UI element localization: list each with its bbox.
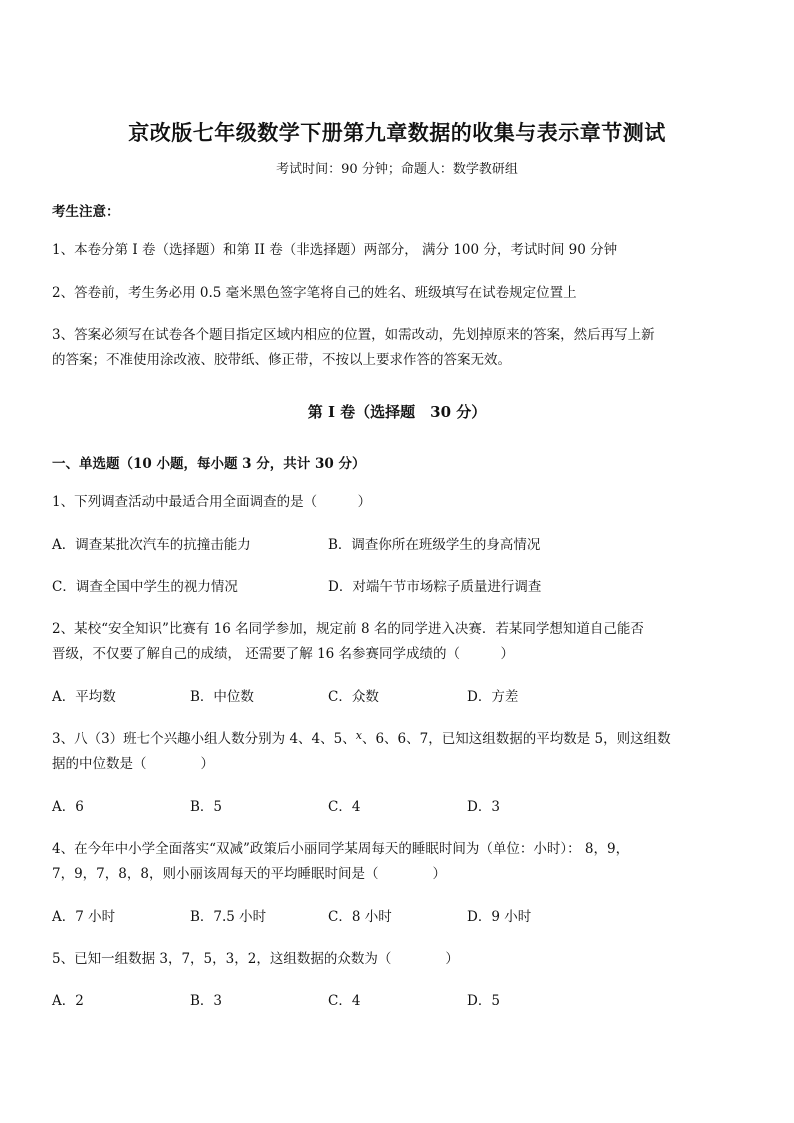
question-stem: 2、某校“安全知识”比赛有 16 名同学参加，规定前 8 名的同学进入决赛．若某同学想知道自己能否 <box>52 621 644 637</box>
option-d: D．5 <box>467 993 500 1009</box>
question-stem-continued: 7，9，7，8，8，则小丽该周每天的平均睡眠时间是（ ） <box>52 866 446 882</box>
part-heading: 一、单选题（10 小题，每小题 3 分，共计 30 分） <box>52 456 366 472</box>
option-c: C．众数 <box>328 689 379 705</box>
question-stem: 4、在今年中小学全面落实“双减”政策后小丽同学某周每天的睡眠时间为（单位：小时）： 8，9， <box>52 841 630 857</box>
option-a: A．调查某批次汽车的抗撞击能力 <box>52 537 251 553</box>
option-d: D．3 <box>467 799 500 815</box>
question-stem: 1、下列调查活动中最适合用全面调查的是（ ） <box>52 494 372 510</box>
variable-x: x <box>355 729 362 742</box>
question-stem-continued: 晋级，不仅要了解自己的成绩， 还需要了解 16 名参赛同学成绩的（ ） <box>52 646 515 662</box>
option-d: D．方差 <box>467 689 519 705</box>
option-a: A．7 小时 <box>52 909 116 925</box>
question-stem-continued: 据的中位数是（ ） <box>52 756 214 772</box>
notice-item-continued: 的答案；不准使用涂改液、胶带纸、修正带，不按以上要求作答的答案无效。 <box>52 352 511 368</box>
notice-item: 2、答卷前，考生务必用 0.5 毫米黑色签字笔将自己的姓名、班级填写在试卷规定位置上 <box>52 285 577 301</box>
option-b: B．5 <box>190 799 223 815</box>
exam-info: 考试时间：90 分钟；命题人：数学教研组 <box>276 162 518 177</box>
option-c: C．调查全国中学生的视力情况 <box>52 579 238 595</box>
stem-text: 3、八（3）班七个兴趣小组人数分别为 4、4、5、 <box>52 731 356 747</box>
option-b: B．3 <box>190 993 223 1009</box>
option-b: B．7.5 小时 <box>190 909 267 925</box>
option-d: D．9 小时 <box>467 909 532 925</box>
option-c: C．4 <box>328 799 361 815</box>
option-a: A．2 <box>52 993 84 1009</box>
notice-item: 3、答案必须写在试卷各个题目指定区域内相应的位置，如需改动，先划掉原来的答案，然后再写上新 <box>52 327 655 343</box>
option-a: A．6 <box>52 799 84 815</box>
notice-item: 1、本卷分第 I 卷（选择题）和第 II 卷（非选择题）两部分， 满分 100 分，考试时间 90 分钟 <box>52 242 618 258</box>
notice-heading: 考生注意： <box>52 204 120 220</box>
page-title: 京改版七年级数学下册第九章数据的收集与表示章节测试 <box>128 120 666 145</box>
stem-text: 、6、6、7，已知这组数据的平均数是 5，则这组数 <box>361 731 671 747</box>
question-stem <box>52 731 671 748</box>
section-title: 第 I 卷（选择题 30 分） <box>307 403 487 421</box>
option-b: B．中位数 <box>190 689 254 705</box>
option-c: C．8 小时 <box>328 909 392 925</box>
question-stem: 5、已知一组数据 3，7，5，3，2，这组数据的众数为（ ） <box>52 951 459 967</box>
option-a: A．平均数 <box>52 689 116 705</box>
option-c: C．4 <box>328 993 361 1009</box>
option-d: D．对端午节市场粽子质量进行调查 <box>328 579 542 595</box>
option-b: B．调查你所在班级学生的身高情况 <box>328 537 541 553</box>
